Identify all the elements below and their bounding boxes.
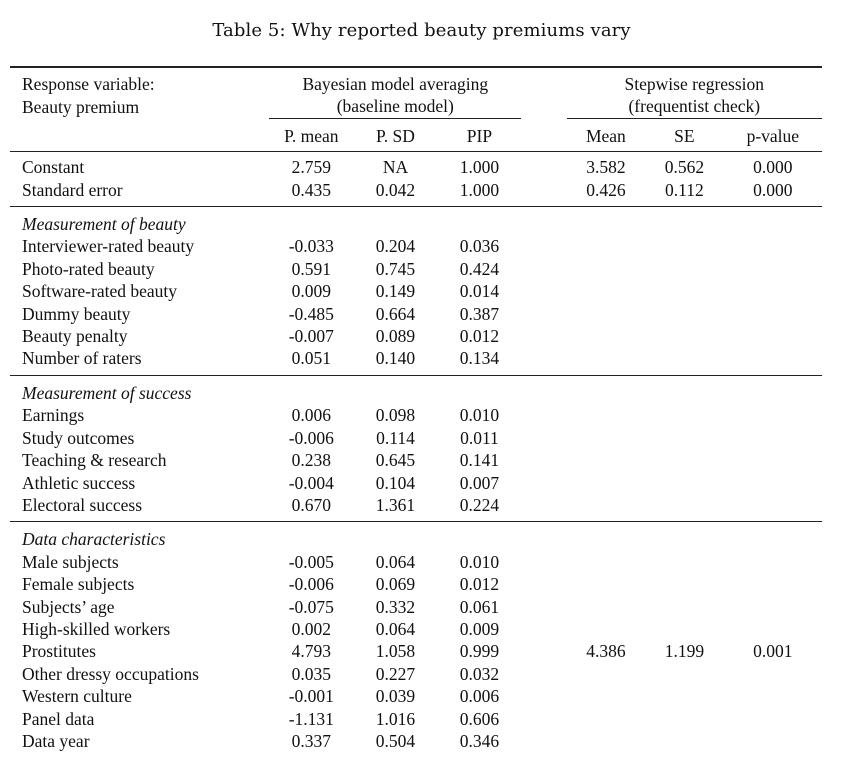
cell-pip: 0.036 <box>459 236 500 257</box>
table-row <box>10 685 822 707</box>
cell-psd: NA <box>353 152 437 179</box>
cell-pmean: 0.051 <box>291 348 331 369</box>
stepwise-group-header: Stepwise regression <box>567 67 822 95</box>
section-title: Measurement of success <box>10 375 822 404</box>
cell-psd: 0.227 <box>375 663 416 684</box>
cell-se <box>645 325 724 347</box>
cell-pvalue <box>724 573 822 595</box>
table-row <box>10 494 822 522</box>
cell-psd: 0.664 <box>375 303 416 324</box>
table-row <box>10 663 822 685</box>
cell-pip: 0.606 <box>459 708 500 729</box>
cell-se <box>645 685 724 707</box>
cell-pip: 0.012 <box>459 574 500 595</box>
cell-pmean: 0.670 <box>291 494 331 515</box>
cell-pip: 0.010 <box>459 551 500 572</box>
cell-se <box>645 258 724 280</box>
cell-pmean: 0.337 <box>291 730 331 751</box>
cell-pmean: -1.131 <box>288 708 334 729</box>
cell-se: 1.199 <box>664 641 705 662</box>
cell-psd: 0.042 <box>375 179 416 200</box>
cell-pip: 0.224 <box>459 494 500 515</box>
cell-mean <box>567 596 646 618</box>
row-label: Electoral success <box>22 494 143 515</box>
cell-psd: 0.098 <box>375 405 416 426</box>
cell-mean <box>567 618 646 640</box>
row-label: Prostitutes <box>22 641 96 662</box>
cell-se <box>645 404 724 426</box>
cell-psd: 1.361 <box>375 494 416 515</box>
cell-pvalue <box>724 472 822 494</box>
cell-pmean: 0.009 <box>291 281 331 302</box>
cell-pmean: 0.591 <box>291 258 331 279</box>
row-label: Beauty penalty <box>22 326 128 347</box>
cell-psd: 0.064 <box>375 551 416 572</box>
cell-pvalue <box>724 551 822 573</box>
cell-pmean: -0.005 <box>288 551 334 572</box>
cell-pvalue <box>724 685 822 707</box>
cell-se <box>645 573 724 595</box>
row-label: Western culture <box>22 686 132 707</box>
cell-mean <box>567 449 646 471</box>
cell-psd: 0.039 <box>375 686 416 707</box>
col-header-pip: PIP <box>466 125 493 146</box>
col-header-se: SE <box>674 125 695 146</box>
cell-pip: 0.007 <box>459 472 500 493</box>
cell-psd: 0.069 <box>375 574 416 595</box>
cell-mean <box>567 663 646 685</box>
cell-pvalue <box>724 730 822 757</box>
table-row <box>10 427 822 449</box>
cell-pvalue <box>724 258 822 280</box>
cell-se: 0.562 <box>645 152 724 179</box>
cell-pmean: -0.001 <box>288 686 334 707</box>
cell-psd: 0.204 <box>375 236 416 257</box>
cell-pip: 0.012 <box>459 326 500 347</box>
cell-mean <box>567 427 646 449</box>
cell-pvalue <box>724 427 822 449</box>
cell-pip: 0.134 <box>459 348 500 369</box>
cell-pvalue <box>724 280 822 302</box>
table-row <box>10 472 822 494</box>
cell-se <box>645 551 724 573</box>
cell-pmean: -0.004 <box>288 472 334 493</box>
cell-pip: 0.061 <box>459 596 500 617</box>
cell-pip: 0.141 <box>459 450 500 471</box>
cell-pmean: -0.485 <box>288 303 334 324</box>
cell-se <box>645 347 724 375</box>
cell-mean <box>567 573 646 595</box>
cell-mean <box>567 404 646 426</box>
row-label: Study outcomes <box>22 427 135 448</box>
row-label: Constant <box>10 152 269 179</box>
row-label: Panel data <box>22 708 95 729</box>
cell-pmean: 0.035 <box>291 663 331 684</box>
cell-pip: 0.011 <box>460 427 499 448</box>
table-row <box>10 235 822 257</box>
row-label: Interviewer-rated beauty <box>22 236 195 257</box>
table-row <box>10 551 822 573</box>
cell-mean <box>567 303 646 325</box>
cell-pmean: 0.435 <box>291 179 331 200</box>
cell-pmean: 0.002 <box>291 618 331 639</box>
table-row <box>10 708 822 730</box>
response-variable-name: Beauty premium <box>22 96 140 117</box>
cell-mean: 4.386 <box>586 641 626 662</box>
col-header-psd: P. SD <box>376 125 415 146</box>
cell-mean <box>567 325 646 347</box>
table-row <box>10 404 822 426</box>
cell-se <box>645 449 724 471</box>
row-label: Female subjects <box>22 574 135 595</box>
row-label: Other dressy occupations <box>22 663 199 684</box>
cell-se: 0.112 <box>665 179 704 200</box>
cell-psd: 0.645 <box>375 450 416 471</box>
cell-mean <box>567 235 646 257</box>
row-label: Earnings <box>22 405 85 426</box>
row-label: Data year <box>22 730 90 751</box>
col-header-pmean: P. mean <box>284 125 339 146</box>
section-header-row <box>10 207 822 236</box>
table-row <box>10 449 822 471</box>
cell-pmean: 0.006 <box>291 405 331 426</box>
cell-psd: 0.149 <box>375 281 416 302</box>
cell-mean <box>567 347 646 375</box>
cell-pmean: -0.033 <box>288 236 334 257</box>
cell-psd: 0.104 <box>375 472 416 493</box>
table-row <box>10 640 822 662</box>
col-header-mean: Mean <box>585 125 626 146</box>
cell-mean <box>567 730 646 757</box>
cell-psd: 0.745 <box>375 258 416 279</box>
cell-pvalue <box>724 303 822 325</box>
row-label: Teaching & research <box>22 450 167 471</box>
cell-se <box>645 663 724 685</box>
cell-pvalue <box>724 618 822 640</box>
cell-pip: 0.346 <box>459 730 500 751</box>
section-title: Data characteristics <box>10 522 822 551</box>
response-variable-label: Response variable: <box>10 67 269 95</box>
table-row <box>10 573 822 595</box>
table-caption: Table 5: Why reported beauty premiums vary <box>212 20 631 41</box>
col-header-pvalue: p-value <box>746 125 800 146</box>
cell-mean <box>567 472 646 494</box>
cell-pvalue: 0.000 <box>753 179 793 200</box>
cell-pip: 0.006 <box>459 686 500 707</box>
cell-pvalue <box>724 663 822 685</box>
cell-se <box>645 280 724 302</box>
section-header-row <box>10 375 822 404</box>
cell-se <box>645 235 724 257</box>
cell-pip: 1.000 <box>437 152 521 179</box>
cell-pmean: 0.238 <box>291 450 331 471</box>
bma-group-subheader: (baseline model) <box>269 95 521 118</box>
cell-mean <box>567 551 646 573</box>
cell-psd: 0.332 <box>375 596 416 617</box>
section-header-row <box>10 522 822 551</box>
cell-psd: 0.114 <box>376 427 415 448</box>
cell-psd: 0.089 <box>375 326 416 347</box>
table-row <box>10 303 822 325</box>
cell-mean: 3.582 <box>567 152 646 179</box>
table-row <box>10 152 822 179</box>
row-label: Dummy beauty <box>22 303 131 324</box>
cell-pip: 0.010 <box>459 405 500 426</box>
table-row <box>10 179 822 207</box>
cell-psd: 1.016 <box>375 708 416 729</box>
table-row <box>10 730 822 757</box>
cell-se <box>645 708 724 730</box>
cell-pmean: -0.007 <box>288 326 334 347</box>
cell-mean <box>567 258 646 280</box>
cell-pvalue <box>724 404 822 426</box>
cell-pip: 0.009 <box>459 618 500 639</box>
cell-mean <box>567 708 646 730</box>
table-row <box>10 596 822 618</box>
cell-mean <box>567 280 646 302</box>
cell-mean <box>567 685 646 707</box>
cell-pmean: 4.793 <box>291 641 331 662</box>
cell-psd: 0.140 <box>375 348 416 369</box>
cell-pvalue: 0.001 <box>753 641 793 662</box>
cell-mean: 0.426 <box>586 179 626 200</box>
cell-pmean: -0.006 <box>288 427 334 448</box>
cell-pmean: 2.759 <box>269 152 353 179</box>
cell-se <box>645 494 724 522</box>
table-row <box>10 618 822 640</box>
stepwise-group-subheader: (frequentist check) <box>567 95 822 118</box>
row-label: Subjects’ age <box>22 596 115 617</box>
cell-pvalue <box>724 596 822 618</box>
table-row <box>10 325 822 347</box>
cell-pvalue <box>724 449 822 471</box>
row-label: High-skilled workers <box>22 618 171 639</box>
cell-pip: 1.000 <box>459 179 500 200</box>
cell-se <box>645 303 724 325</box>
cell-se <box>645 596 724 618</box>
row-label: Photo-rated beauty <box>22 258 155 279</box>
cell-pvalue <box>724 235 822 257</box>
table-row <box>10 347 822 375</box>
cell-se <box>645 730 724 757</box>
cell-pvalue <box>724 708 822 730</box>
cell-pvalue <box>724 347 822 375</box>
bma-group-header: Bayesian model averaging <box>269 67 521 95</box>
cell-pmean: -0.006 <box>288 574 334 595</box>
cell-pip: 0.999 <box>459 641 500 662</box>
cell-psd: 0.064 <box>375 618 416 639</box>
results-table <box>10 66 822 757</box>
cell-pip: 0.424 <box>459 258 500 279</box>
cell-pip: 0.387 <box>459 303 500 324</box>
cell-mean <box>567 494 646 522</box>
cell-se <box>645 427 724 449</box>
cell-pip: 0.032 <box>459 663 500 684</box>
cell-pip: 0.014 <box>459 281 500 302</box>
cell-psd: 0.504 <box>375 730 416 751</box>
table-row <box>10 280 822 302</box>
section-title: Measurement of beauty <box>10 207 822 236</box>
cell-pmean: -0.075 <box>288 596 334 617</box>
row-label: Standard error <box>22 179 123 200</box>
cell-psd: 1.058 <box>375 641 416 662</box>
table-row <box>10 258 822 280</box>
cell-se <box>645 472 724 494</box>
cell-pvalue: 0.000 <box>724 152 822 179</box>
cell-se <box>645 618 724 640</box>
row-label: Male subjects <box>22 551 119 572</box>
row-label: Athletic success <box>22 472 136 493</box>
cell-pvalue <box>724 325 822 347</box>
cell-pvalue <box>724 494 822 522</box>
row-label: Software-rated beauty <box>22 281 177 302</box>
row-label: Number of raters <box>22 348 142 369</box>
